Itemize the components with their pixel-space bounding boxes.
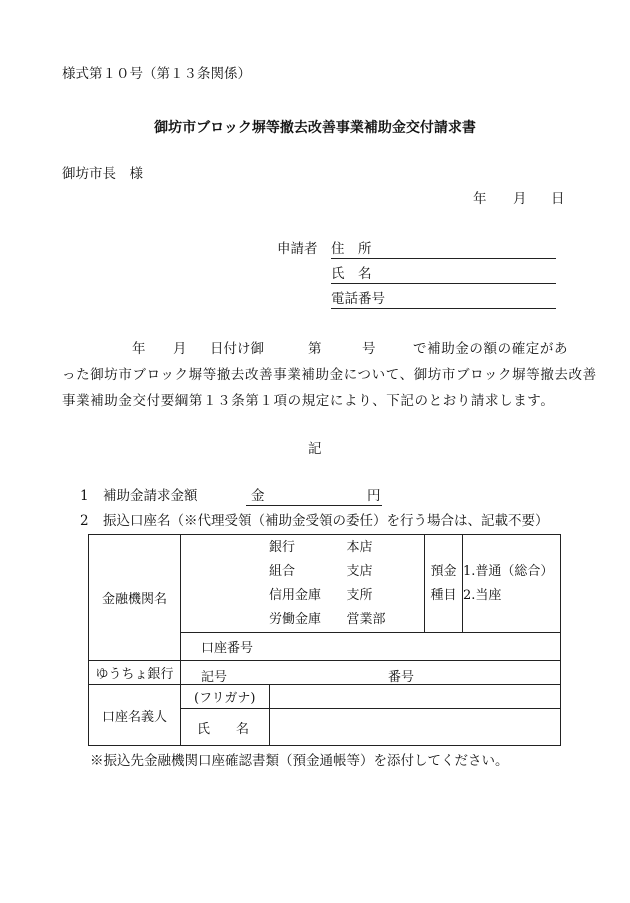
- body-year: 年: [132, 341, 146, 357]
- address-underline: [331, 258, 556, 259]
- holder-name-label: 氏 名: [181, 709, 270, 746]
- date-month: 月: [513, 191, 527, 207]
- type-head-office: 本店: [346, 540, 373, 555]
- type-sub-branch: 支所: [346, 588, 373, 603]
- attachment-note: ※振込先金融機関口座確認書類（預金通帳等）を添付してください。: [90, 753, 509, 769]
- name-label: 氏 名: [331, 266, 372, 282]
- item1-label: 補助金請求金額: [103, 488, 198, 504]
- deposit-label-line2: 種目: [430, 587, 457, 603]
- institution-name-label: 金融機関名: [89, 535, 181, 661]
- body-day-dated: 日付け御: [210, 341, 264, 357]
- item1-en: 円: [367, 488, 381, 504]
- deposit-ordinary: 1.普通（総合）: [463, 564, 554, 580]
- addressee: 御坊市長 様: [62, 166, 143, 182]
- bangou-label: 番号: [388, 670, 415, 685]
- item2-label: 振込口座名（※代理受領（補助金受領の委任）を行う場合は、記載不要）: [103, 513, 549, 529]
- body-line1-tail: で補助金の額の確定があ: [413, 341, 569, 357]
- type-credit-union: 信用金庫: [269, 588, 322, 603]
- type-bank: 銀行: [269, 540, 296, 555]
- type-branch: 支店: [346, 564, 373, 579]
- kigou-label: 記号: [201, 670, 228, 685]
- name-underline: [331, 283, 556, 284]
- body-month: 月: [173, 341, 187, 357]
- ki-label: 記: [308, 441, 322, 457]
- holder-name-input[interactable]: [270, 709, 561, 746]
- furigana-input[interactable]: [270, 685, 561, 709]
- body-line-3: 事業補助金交付要綱第１３条第１項の規定により、下記のとおり請求します。: [62, 393, 555, 409]
- amount-underline: [246, 505, 382, 506]
- type-cooperative: 組合: [269, 564, 296, 579]
- address-label: 住 所: [331, 241, 372, 257]
- account-holder-label: 口座名義人: [89, 685, 181, 746]
- account-number-label: 口座番号: [201, 641, 254, 656]
- body-line-2: った御坊市ブロック塀等撤去改善事業補助金について、御坊市ブロック塀等撤去改善: [62, 367, 597, 383]
- deposit-type-options[interactable]: [463, 535, 561, 633]
- deposit-type-label: [425, 535, 463, 633]
- deposit-label-line1: 預金: [430, 564, 457, 580]
- body-gou: 号: [362, 341, 376, 357]
- item1-number: 1: [80, 488, 89, 504]
- yucho-label: ゆうちょ銀行: [89, 661, 181, 685]
- item1-kin: 金: [251, 488, 265, 504]
- institution-types-cell[interactable]: [181, 535, 425, 633]
- date-year: 年: [473, 191, 487, 207]
- furigana-label: (フリガナ): [181, 685, 270, 709]
- type-business-office: 営業部: [346, 612, 386, 627]
- phone-underline: [331, 308, 556, 309]
- body-dai: 第: [308, 341, 322, 357]
- type-labor-bank: 労働金庫: [269, 612, 322, 627]
- document-title: 御坊市ブロック塀等撤去改善事業補助金交付請求書: [154, 120, 476, 136]
- bank-account-table: [88, 534, 561, 746]
- item2-number: 2: [80, 513, 89, 529]
- account-number-cell[interactable]: [181, 633, 561, 661]
- date-day: 日: [551, 191, 565, 207]
- deposit-current: 2.当座: [463, 587, 502, 603]
- form-number: 様式第１０号（第１３条関係）: [62, 66, 251, 82]
- applicant-label: 申請者: [277, 241, 318, 257]
- phone-label: 電話番号: [331, 291, 385, 307]
- yucho-kigou-bangou-cell[interactable]: [181, 661, 561, 685]
